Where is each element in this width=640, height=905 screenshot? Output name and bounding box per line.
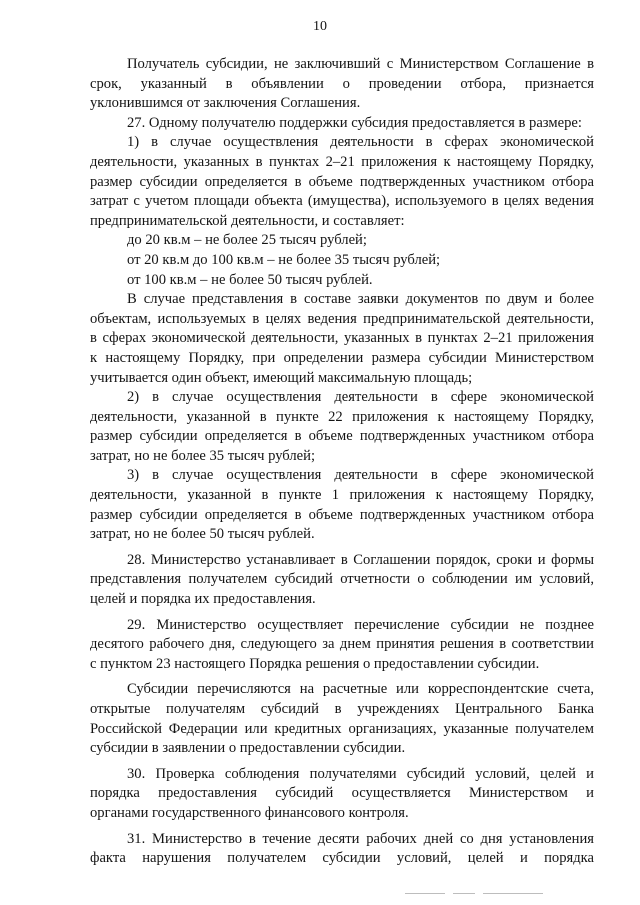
text-line: размер субсидии определяется в объеме подтвержденных участником отбора — [90, 506, 594, 523]
text-line: Субсидии перечисляются на расчетные или корреспондентские счета, — [127, 681, 594, 698]
paragraph-accounts — [90, 680, 594, 758]
text-line: Российской Федерации или кредитных организациях, указанные получателем — [90, 720, 594, 737]
scan-artifact — [405, 893, 565, 895]
text-line: в сферах экономической деятельности, указанных в пунктах 2–21 приложения — [90, 330, 594, 347]
text-line: 3) в случае осуществления деятельности в сфере экономической — [127, 467, 594, 484]
text-line: затрат, но не более 50 тысяч рублей. — [90, 526, 315, 543]
paragraph-27 — [90, 114, 594, 134]
area-rate-list — [90, 231, 594, 290]
text-line: деятельности, указанной в пункте 1 приложения к настоящему Порядку, — [90, 487, 594, 504]
text-line: уклонившимся от заключения Соглашения. — [90, 95, 361, 112]
text-line: затрат, но не более 35 тысяч рублей; — [90, 447, 315, 464]
text-line: десятого рабочего дня, следующего за днем принятия решения в соответствии — [90, 636, 594, 653]
text-line: целей и порядка их предоставления. — [90, 591, 316, 608]
text-line: с пунктом 23 настоящего Порядка решения о предоставлении субсидии. — [90, 655, 540, 672]
paragraph-unsigned-recipient — [90, 55, 594, 114]
page-number: 10 — [313, 19, 327, 34]
text-line: размер субсидии определяется в объеме подтвержденных участником отбора — [90, 428, 594, 445]
paragraph-27-item-2 — [90, 388, 594, 466]
text-line: 2) в случае осуществления деятельности в сфере экономической — [127, 389, 594, 406]
text-line: деятельности, указанных в пунктах 2–21 приложения к настоящему Порядку, — [90, 153, 594, 170]
text-line: факта нарушения получателем субсидии условий, целей и порядка — [90, 850, 594, 867]
text-line: органами государственного финансового контроля. — [90, 804, 409, 821]
text-line: В случае представления в составе заявки документов по двум и более — [127, 291, 594, 308]
text-line: 27. Одному получателю поддержки субсидия предоставляется в размере: — [127, 114, 582, 131]
text-line: 30. Проверка соблюдения получателями субсидий условий, целей и — [127, 765, 594, 782]
text-line: открытые получателям субсидий в учреждениях Центрального Банка — [90, 701, 594, 717]
text-line: 29. Министерство осуществляет перечисление субсидии не позднее — [127, 616, 594, 633]
text-line: Получатель субсидии, не заключивший с Министерством Соглашение в — [127, 56, 594, 72]
text-line: деятельности, указанной в пункте 22 приложения к настоящему Порядку, — [90, 408, 594, 425]
text-line: размер субсидии определяется в объеме подтвержденных участником отбора — [90, 173, 594, 190]
paragraph-30 — [90, 765, 594, 824]
text-line: затрат с учетом площади объекта (имущества), используемого в целях ведения — [90, 193, 594, 210]
text-line: срок, указанный в объявлении о проведении отбора, признается — [90, 75, 594, 92]
document-body — [90, 55, 594, 869]
list-item: от 100 кв.м – не более 50 тысяч рублей. — [127, 271, 373, 288]
text-line: представления получателем субсидий отчетности о соблюдении им условий, — [90, 571, 594, 588]
text-line: объектам, используемых в целях ведения предпринимательской деятельности, — [90, 310, 594, 327]
list-item: от 20 кв.м до 100 кв.м – не более 35 тысяч рублей; — [127, 251, 441, 268]
paragraph-28 — [90, 551, 594, 610]
paragraph-multiple-objects — [90, 290, 594, 388]
paragraph-31 — [90, 830, 594, 869]
paragraph-27-item-3 — [90, 466, 594, 544]
text-line: предпринимательской деятельности, и составляет: — [90, 212, 405, 229]
text-line: 31. Министерство в течение десяти рабочих дней со дня установления — [127, 830, 594, 847]
list-item: до 20 кв.м – не более 25 тысяч рублей; — [127, 232, 367, 249]
text-line: учитывается один объект, имеющий максимальную площадь; — [90, 369, 473, 386]
text-line: 1) в случае осуществления деятельности в сферах экономической — [127, 134, 594, 151]
paragraph-27-item-1 — [90, 133, 594, 231]
text-line: к настоящему Порядку, при определении размера субсидии Министерством — [90, 349, 594, 366]
text-line: субсидии в заявлении о предоставлении субсидии. — [90, 740, 406, 757]
text-line: порядка предоставления субсидий осуществляется Министерством и — [90, 785, 594, 802]
text-line: 28. Министерство устанавливает в Соглашении порядок, сроки и формы — [127, 551, 594, 568]
paragraph-29 — [90, 616, 594, 675]
